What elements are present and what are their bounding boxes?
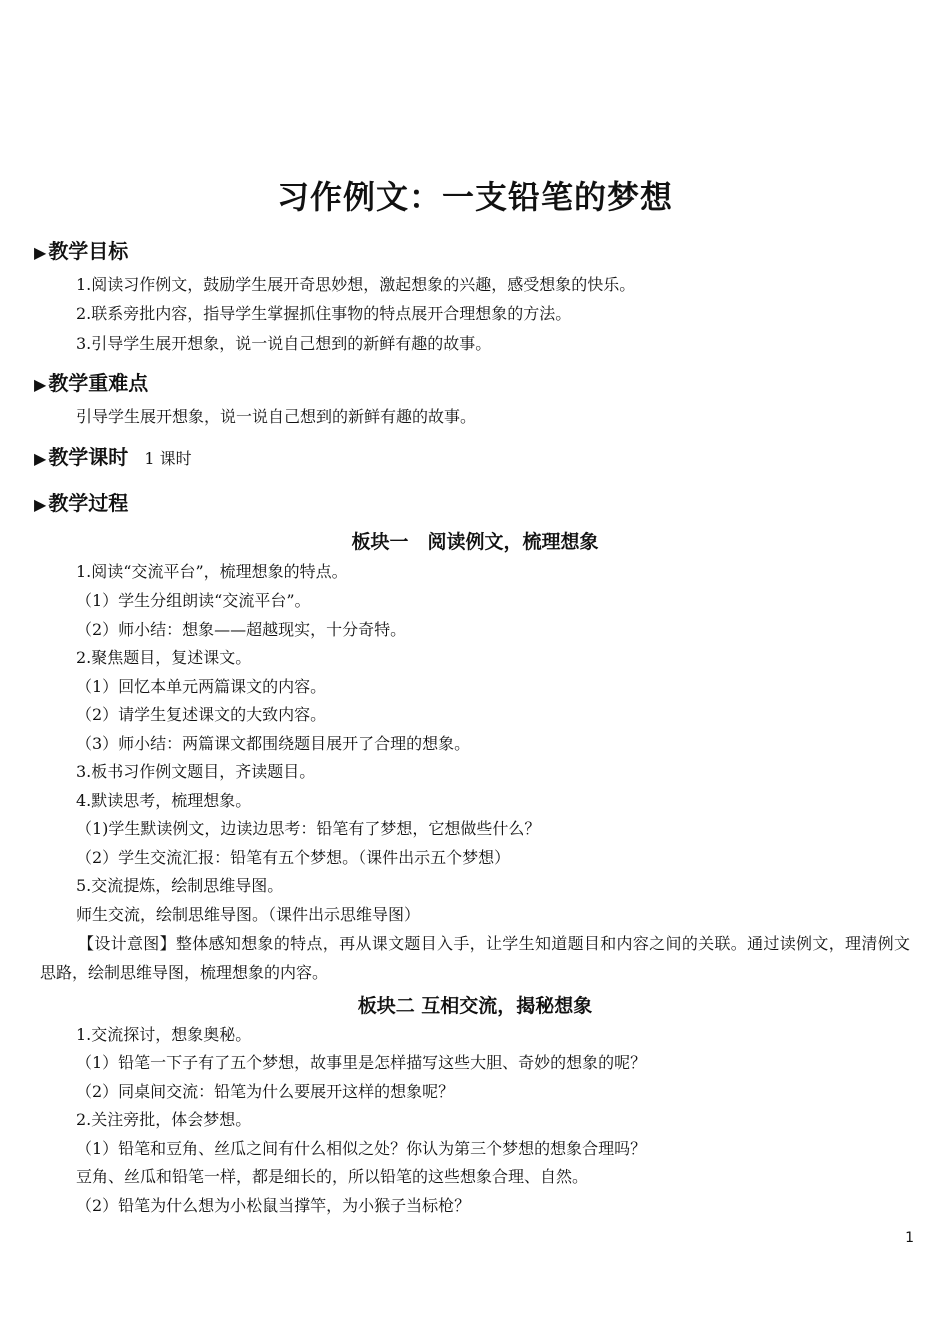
- hours-value: 1 课时: [144, 449, 192, 468]
- section-heading-hours: [34, 441, 192, 470]
- page-number: 1: [905, 1230, 914, 1246]
- process-line: 1.阅读“交流平台”，梳理想象的特点。: [76, 562, 348, 581]
- process-line: （1）铅笔和豆角、丝瓜之间有什么相似之处？你认为第三个梦想的想象合理吗？: [76, 1139, 647, 1158]
- design-intent: [40, 929, 910, 987]
- process-line: （1）回忆本单元两篇课文的内容。: [76, 677, 327, 696]
- process-line: （2）学生交流汇报：铅笔有五个梦想。（课件出示五个梦想）: [76, 848, 511, 867]
- process-line: （1）学生分组朗读“交流平台”。: [76, 591, 311, 610]
- design-intent-label: 【设计意图】: [78, 934, 176, 953]
- process-line: （3）师小结：两篇课文都围绕题目展开了合理的想象。: [76, 734, 471, 753]
- block-title: 板块二 互相交流，揭秘想象: [357, 995, 593, 1017]
- process-line: 3.板书习作例文题目，齐读题目。: [76, 762, 316, 781]
- process-line: （2）请学生复述课文的大致内容。: [76, 705, 327, 724]
- design-intent-text: 整体感知想象的特点，再从课文题目入手，让学生知道题目和内容之间的关联。通过读例文，理清例文思路，绘制思维导图，梳理想象的内容。: [40, 934, 910, 982]
- section-heading-label: 教学过程: [48, 491, 129, 515]
- goal-item: 2.联系旁批内容，指导学生掌握抓住事物的特点展开合理想象的方法。: [76, 304, 572, 323]
- process-line: 师生交流，绘制思维导图。（课件出示思维导图）: [76, 905, 421, 924]
- triangle-bullet-icon: ▶: [34, 449, 47, 468]
- goal-item: 3.引导学生展开想象，说一说自己想到的新鲜有趣的故事。: [76, 334, 492, 353]
- process-line: 2.关注旁批，体会梦想。: [76, 1110, 252, 1129]
- section-heading-label: 教学课时: [48, 445, 129, 469]
- block-title: 板块一 阅读例文，梳理想象: [351, 531, 599, 553]
- section-heading-goals: [34, 235, 128, 264]
- section-heading-label: 教学目标: [48, 239, 129, 263]
- section-heading-process: [34, 487, 128, 516]
- process-line: （1)学生默读例文，边读边思考：铅笔有了梦想，它想做些什么？: [76, 819, 541, 838]
- triangle-bullet-icon: ▶: [34, 243, 47, 262]
- process-line: 5.交流提炼，绘制思维导图。: [76, 876, 284, 895]
- process-line: （2）同桌间交流：铅笔为什么要展开这样的想象呢？: [76, 1082, 455, 1101]
- process-line: 豆角、丝瓜和铅笔一样，都是细长的，所以铅笔的这些想象合理、自然。: [76, 1167, 589, 1186]
- page-title: 习作例文：一支铅笔的梦想: [276, 178, 673, 216]
- process-line: 1.交流探讨，想象奥秘。: [76, 1025, 252, 1044]
- process-line: （1）铅笔一下子有了五个梦想，故事里是怎样描写这些大胆、奇妙的想象的呢？: [76, 1053, 647, 1072]
- section-heading-label: 教学重难点: [48, 371, 149, 395]
- goal-item: 1.阅读习作例文，鼓励学生展开奇思妙想，激起想象的兴趣，感受想象的快乐。: [76, 275, 636, 294]
- process-line: （2）师小结：想象——超越现实，十分奇特。: [76, 620, 407, 639]
- section-heading-keypoints: [34, 367, 148, 396]
- process-line: （2）铅笔为什么想为小松鼠当撑竿，为小猴子当标枪？: [76, 1196, 471, 1215]
- process-line: 2.聚焦题目，复述课文。: [76, 648, 252, 667]
- keypoints-text: 引导学生展开想象，说一说自己想到的新鲜有趣的故事。: [76, 407, 477, 426]
- triangle-bullet-icon: ▶: [34, 495, 47, 514]
- triangle-bullet-icon: ▶: [34, 375, 47, 394]
- process-line: 4.默读思考，梳理想象。: [76, 791, 252, 810]
